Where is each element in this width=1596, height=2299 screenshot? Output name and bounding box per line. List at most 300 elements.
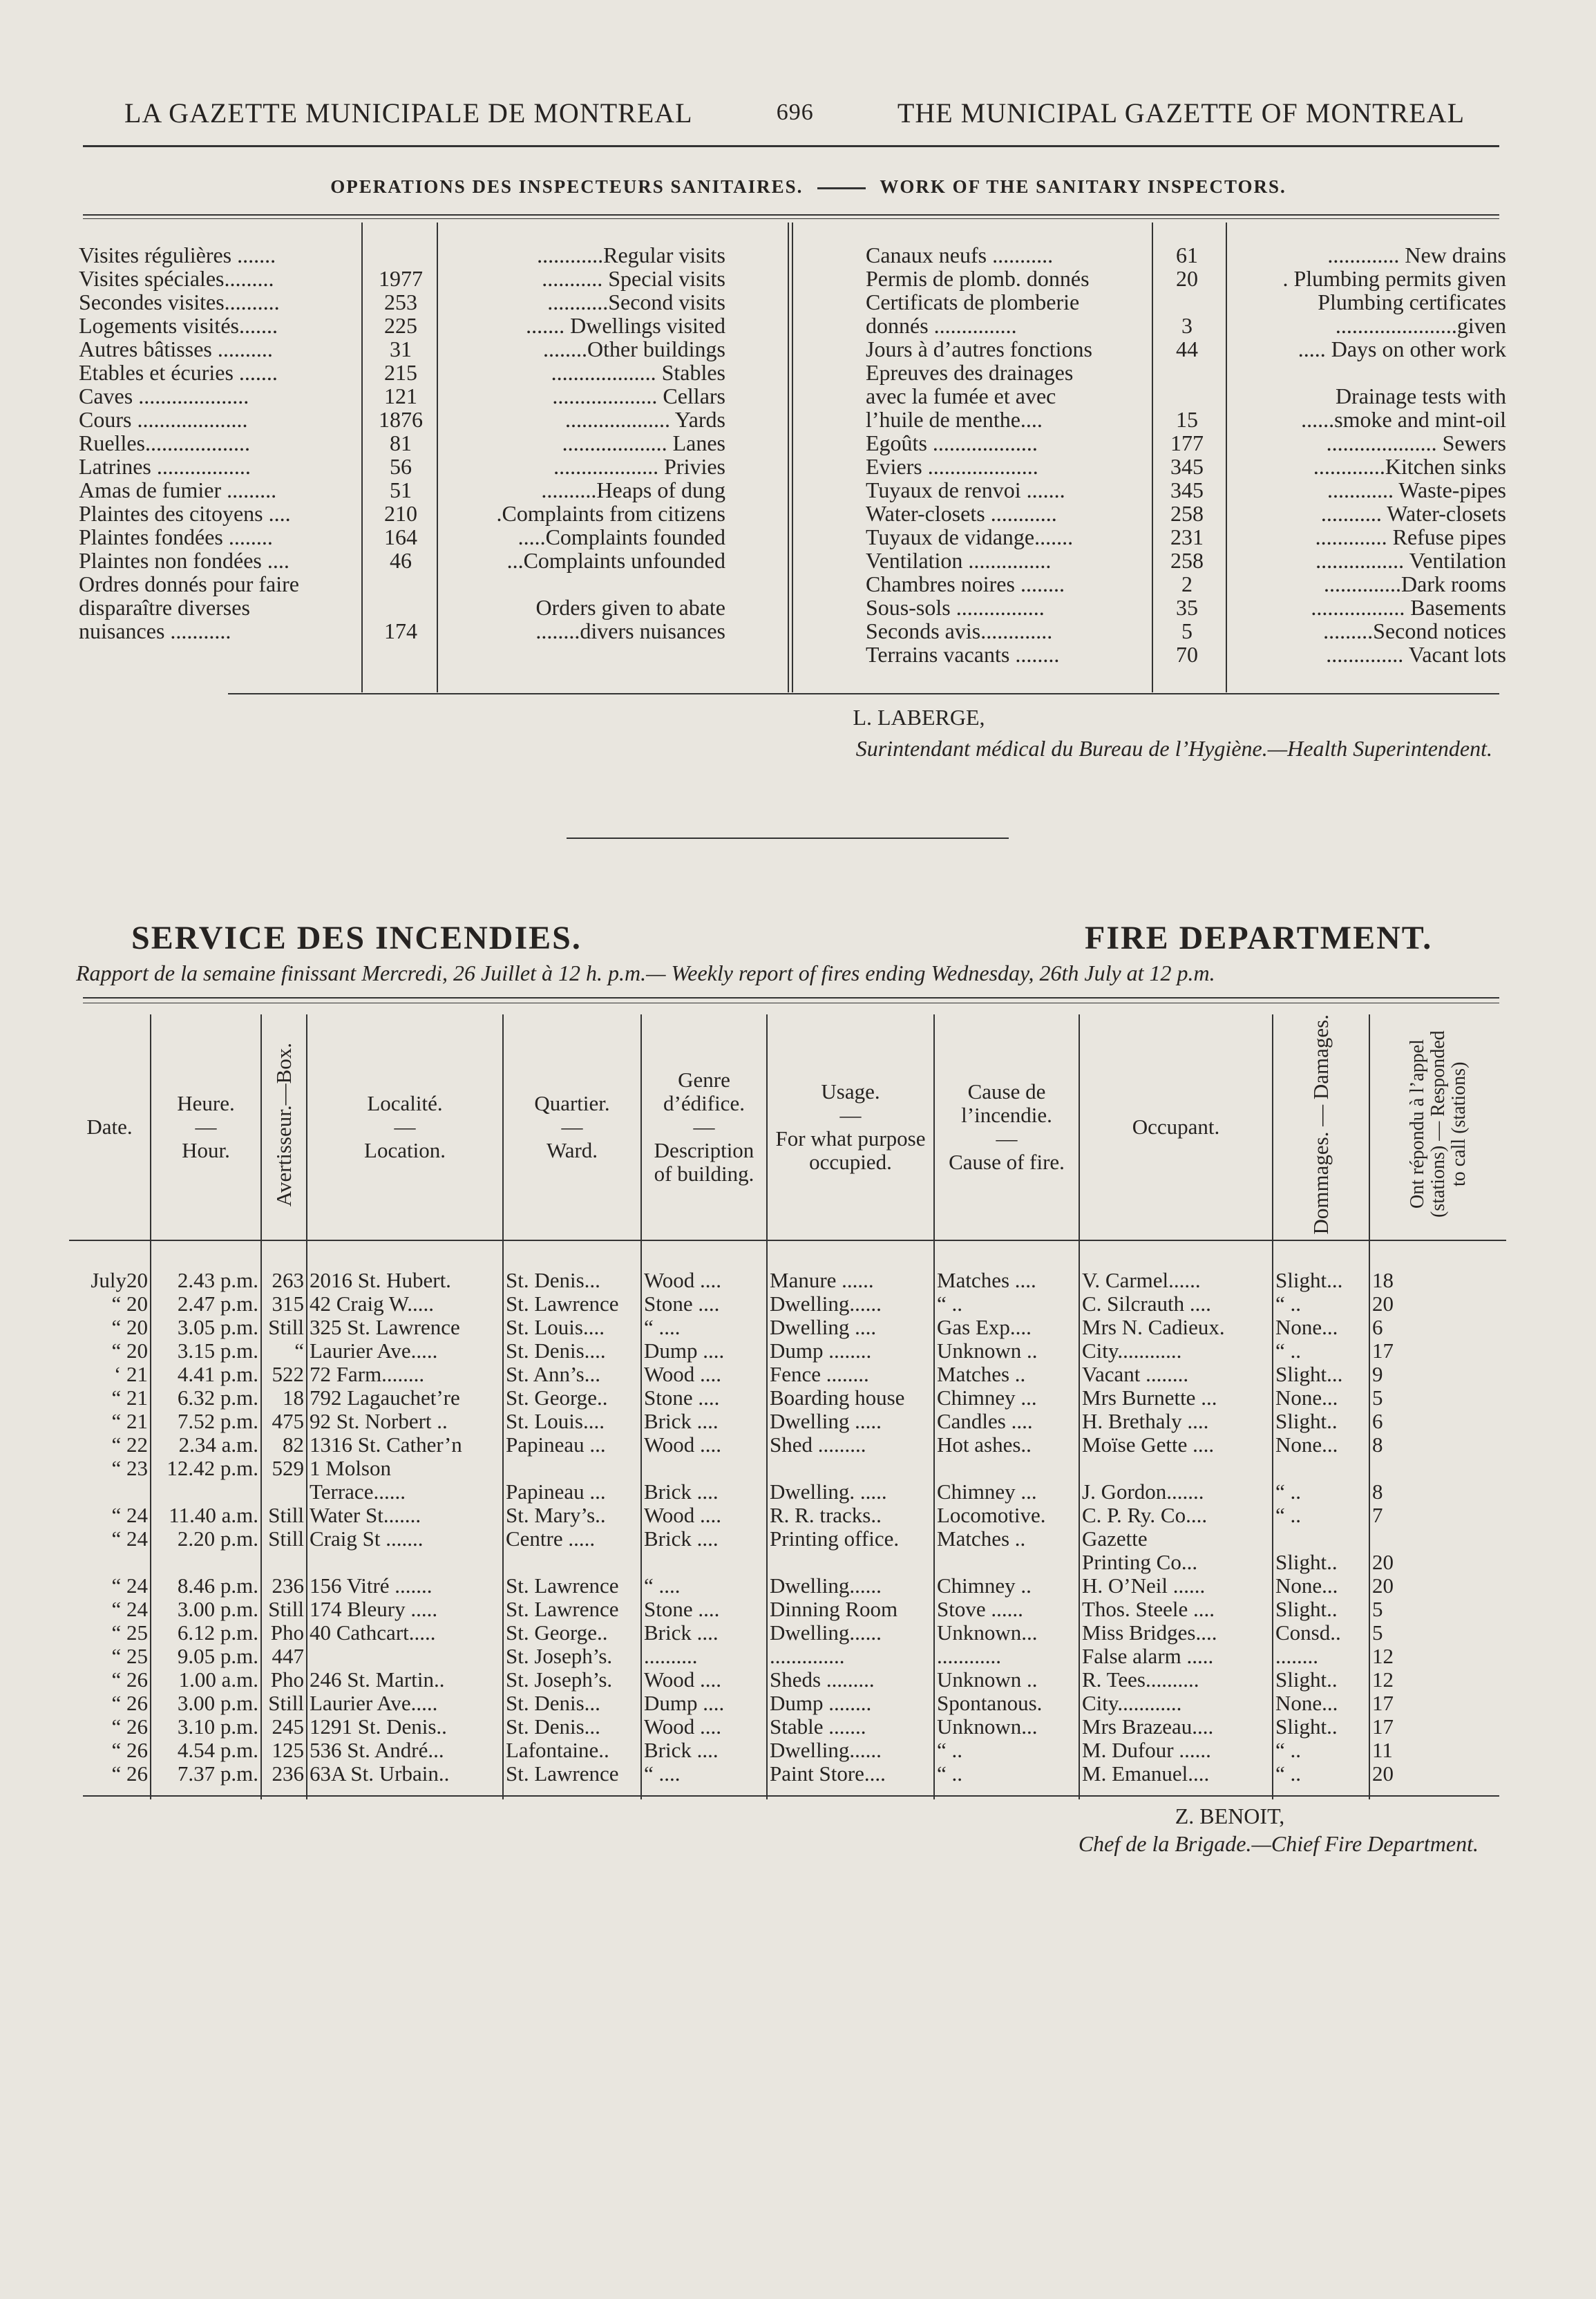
- col-cause-dash: —: [996, 1126, 1018, 1151]
- table-row: [69, 1363, 1506, 1386]
- cell-location: 1 Molson: [307, 1457, 503, 1480]
- cell-cause: ............: [934, 1645, 1079, 1668]
- table-row: [69, 1762, 1506, 1799]
- cell-building: Brick ....: [641, 1739, 767, 1762]
- cell-cause: Matches ....: [934, 1240, 1079, 1292]
- cell-date: [69, 1551, 151, 1574]
- cell-box: 529: [261, 1457, 307, 1480]
- col-occupant-label: Occupant.: [1132, 1114, 1220, 1139]
- cell-building: Stone ....: [641, 1386, 767, 1410]
- sanitary-left-num-4: 31: [390, 337, 412, 361]
- cell-damage: “ ..: [1273, 1762, 1369, 1799]
- cell-occupant: Mrs Burnette ...: [1079, 1386, 1273, 1410]
- sanitary-left-labels-fr: [79, 243, 362, 643]
- cell-ward: Lafontaine..: [503, 1739, 641, 1762]
- cell-hour: [151, 1551, 261, 1574]
- sanitary-right-num-12: 231: [1170, 524, 1204, 549]
- sanitary-left-num-9: 56: [390, 454, 412, 479]
- cell-box: Still: [261, 1598, 307, 1621]
- fire-report-table: [69, 1014, 1506, 1799]
- sanitary-right-num-11: 258: [1170, 501, 1204, 526]
- sanitary-right-fr-5: Epreuves des drainages: [866, 360, 1074, 385]
- cell-responded: 5: [1369, 1386, 1506, 1410]
- cell-ward: St. Lawrence: [503, 1292, 641, 1316]
- cell-ward: Papineau ...: [503, 1480, 641, 1504]
- sanitary-left-en-11: .Complaints from citizens: [496, 501, 725, 526]
- sanitary-right-fr-10: Tuyaux de renvoi .......: [866, 477, 1065, 502]
- sanitary-col-divider-4: [1226, 223, 1227, 692]
- col-hour-en: Hour.: [182, 1137, 230, 1162]
- cell-building: Wood ....: [641, 1668, 767, 1692]
- cell-usage: Sheds .........: [767, 1668, 934, 1692]
- cell-usage: Fence ........: [767, 1363, 934, 1386]
- cell-ward: St. George..: [503, 1621, 641, 1645]
- cell-box: 82: [261, 1433, 307, 1457]
- cell-building: ..........: [641, 1645, 767, 1668]
- col-date-label: Date.: [86, 1114, 133, 1139]
- col-occupant: [1079, 1014, 1273, 1240]
- col-building: [641, 1014, 767, 1240]
- sanitary-right-num-16: 5: [1181, 618, 1193, 643]
- cell-damage: Slight..: [1273, 1598, 1369, 1621]
- cell-damage: ........: [1273, 1645, 1369, 1668]
- sanitary-left-fr-2: Secondes visites..........: [79, 290, 280, 314]
- cell-building: Wood ....: [641, 1363, 767, 1386]
- sanitary-left-fr-15: disparaître diverses: [79, 595, 250, 620]
- col-cause: [934, 1014, 1079, 1240]
- cell-box: 245: [261, 1715, 307, 1739]
- fire-title-fr: SERVICE DES INCENDIES.: [131, 920, 582, 956]
- cell-occupant: Mrs Brazeau....: [1079, 1715, 1273, 1739]
- cell-hour: 3.00 p.m.: [151, 1692, 261, 1715]
- table-row: [69, 1551, 1506, 1574]
- cell-building: Wood ....: [641, 1504, 767, 1527]
- col-responded-en: Responded to call (stations): [1427, 1030, 1470, 1187]
- cell-location: 792 Lagauchet’re: [307, 1386, 503, 1410]
- cell-box: “: [261, 1339, 307, 1363]
- table-row: [69, 1292, 1506, 1316]
- cell-cause: Chimney ...: [934, 1386, 1079, 1410]
- cell-date: “ 26: [111, 1667, 148, 1692]
- cell-hour: 2.43 p.m.: [151, 1240, 261, 1292]
- cell-hour: 7.37 p.m.: [151, 1762, 261, 1799]
- col-hour-dash: —: [195, 1114, 217, 1139]
- sanitary-bottom-rule: [228, 693, 1499, 694]
- cell-cause: Unknown ..: [934, 1339, 1079, 1363]
- col-hour-fr: Heure.: [177, 1090, 235, 1115]
- cell-building: “ ....: [641, 1574, 767, 1598]
- sanitary-left-fr-8: Ruelles...................: [79, 431, 250, 455]
- cell-occupant: Printing Co...: [1079, 1551, 1273, 1574]
- cell-box: 315: [261, 1292, 307, 1316]
- cell-box: [261, 1551, 307, 1574]
- cell-ward: St. George..: [503, 1386, 641, 1410]
- col-location-dash: —: [394, 1114, 416, 1139]
- cell-hour: 4.41 p.m.: [151, 1363, 261, 1386]
- sanitary-right-num-8: 177: [1170, 431, 1204, 455]
- cell-location: 42 Craig W.....: [307, 1292, 503, 1316]
- sanitary-right-en-2: Plumbing certificates: [1318, 290, 1506, 314]
- sanitary-right-en-14: ..............Dark rooms: [1324, 571, 1506, 596]
- sanitary-left-en-4: ........Other buildings: [543, 337, 725, 361]
- cell-ward: St. Ann’s...: [503, 1363, 641, 1386]
- sanitary-right-en-16: .........Second notices: [1323, 618, 1506, 643]
- cell-date: “ 24: [111, 1597, 148, 1621]
- cell-occupant: [1079, 1457, 1273, 1480]
- cell-cause: Stove ......: [934, 1598, 1079, 1621]
- sanitary-left-num-2: 253: [384, 290, 417, 314]
- table-row: [69, 1240, 1506, 1292]
- cell-occupant: Gazette: [1079, 1527, 1273, 1551]
- cell-damage: Slight...: [1273, 1240, 1369, 1292]
- sanitary-right-fr-12: Tuyaux de vidange.......: [866, 524, 1074, 549]
- cell-responded: 6: [1369, 1316, 1506, 1339]
- cell-cause: Gas Exp....: [934, 1316, 1079, 1339]
- cell-responded: 5: [1369, 1598, 1506, 1621]
- cell-date: “ 21: [111, 1385, 148, 1410]
- sanitary-center-divider-b: [792, 223, 793, 692]
- cell-hour: 2.20 p.m.: [151, 1527, 261, 1551]
- cell-box: [261, 1480, 307, 1504]
- cell-box: 18: [261, 1386, 307, 1410]
- sanitary-right-en-5: [1230, 361, 1506, 384]
- title-dash: [817, 187, 866, 189]
- cell-cause: [934, 1457, 1079, 1480]
- cell-ward: St. Joseph’s.: [503, 1645, 641, 1668]
- cell-occupant: H. Brethaly ....: [1079, 1410, 1273, 1433]
- cell-damage: “ ..: [1273, 1480, 1369, 1504]
- table-row: [69, 1433, 1506, 1457]
- cell-building: Brick ....: [641, 1621, 767, 1645]
- col-responded-dash: —: [1427, 1122, 1449, 1142]
- cell-box: 447: [261, 1645, 307, 1668]
- cell-occupant: J. Gordon.......: [1079, 1480, 1273, 1504]
- col-building-fr: Genre d’édifice.: [663, 1067, 745, 1115]
- cell-responded: [1369, 1457, 1506, 1480]
- col-damage-fr: Dommages.: [1309, 1131, 1333, 1235]
- cell-location: 536 St. André...: [307, 1739, 503, 1762]
- sanitary-right-en-0: ............. New drains: [1327, 243, 1506, 267]
- cell-responded: 12: [1369, 1645, 1506, 1668]
- sanitary-right-num-13: 258: [1170, 548, 1204, 573]
- table-row: [69, 1598, 1506, 1621]
- cell-usage: Dwelling......: [767, 1292, 934, 1316]
- sanitary-right-en-12: ............. Refuse pipes: [1315, 524, 1506, 549]
- sanitary-left-fr-6: Caves ....................: [79, 384, 249, 408]
- cell-date: “ 20: [111, 1292, 148, 1316]
- cell-occupant: C. Silcrauth ....: [1079, 1292, 1273, 1316]
- cell-ward: Centre .....: [503, 1527, 641, 1551]
- col-damage-en: Damages.: [1309, 1014, 1333, 1100]
- cell-building: [641, 1551, 767, 1574]
- cell-location: 63A St. Urbain..: [307, 1762, 503, 1799]
- cell-usage: R. R. tracks..: [767, 1504, 934, 1527]
- cell-location: Laurier Ave.....: [307, 1339, 503, 1363]
- sanitary-left-num-1: 1977: [379, 266, 423, 291]
- section-separator: [567, 838, 1009, 839]
- sanitary-left-num-6: 121: [384, 384, 417, 408]
- cell-location: 325 St. Lawrence: [307, 1316, 503, 1339]
- table-row: [69, 1480, 1506, 1504]
- sanitary-title-en: WORK OF THE SANITARY INSPECTORS.: [880, 176, 1286, 197]
- cell-damage: None...: [1273, 1386, 1369, 1410]
- cell-building: Wood ....: [641, 1240, 767, 1292]
- cell-hour: 8.46 p.m.: [151, 1574, 261, 1598]
- sanitary-right-en-15: ................. Basements: [1311, 595, 1506, 620]
- sanitary-right-fr-7: l’huile de menthe....: [866, 407, 1043, 432]
- cell-location: Water St.......: [307, 1504, 503, 1527]
- sanitary-left-num-14: [366, 572, 435, 596]
- sanitary-top-rule-2: [83, 218, 1499, 219]
- fire-signature-title: Chef de la Brigade.—Chief Fire Department.: [1078, 1831, 1479, 1856]
- col-cause-fr: Cause de l’incendie.: [961, 1079, 1052, 1127]
- cell-ward: St. Denis....: [503, 1339, 641, 1363]
- cell-occupant: Thos. Steele ....: [1079, 1598, 1273, 1621]
- table-row: [69, 1339, 1506, 1363]
- sanitary-right-num-0: 61: [1176, 243, 1198, 267]
- sanitary-right-fr-3: donnés ...............: [866, 313, 1017, 338]
- cell-responded: 18: [1369, 1240, 1506, 1292]
- cell-hour: [151, 1480, 261, 1504]
- cell-building: Brick ....: [641, 1480, 767, 1504]
- sanitary-right-fr-4: Jours à d’autres fonctions: [866, 337, 1092, 361]
- cell-damage: Slight..: [1273, 1410, 1369, 1433]
- cell-usage: ..............: [767, 1645, 934, 1668]
- sanitary-left-en-8: ................... Lanes: [562, 431, 725, 455]
- cell-occupant: Vacant ........: [1079, 1363, 1273, 1386]
- cell-damage: “ ..: [1273, 1504, 1369, 1527]
- cell-location: 156 Vitré .......: [307, 1574, 503, 1598]
- sanitary-left-en-14: [442, 572, 725, 596]
- sanitary-left-num-11: 210: [384, 501, 417, 526]
- cell-responded: 5: [1369, 1621, 1506, 1645]
- cell-date: “ 20: [111, 1315, 148, 1339]
- cell-box: Pho: [261, 1621, 307, 1645]
- cell-damage: Slight...: [1273, 1363, 1369, 1386]
- sanitary-left-fr-0: Visites régulières .......: [79, 243, 276, 267]
- sanitary-left-en-16: ........divers nuisances: [535, 618, 725, 643]
- cell-responded: [1369, 1527, 1506, 1551]
- cell-responded: 11: [1369, 1739, 1506, 1762]
- sanitary-left-fr-10: Amas de fumier .........: [79, 477, 277, 502]
- cell-occupant: M. Emanuel....: [1079, 1762, 1273, 1799]
- sanitary-left-num-10: 51: [390, 477, 412, 502]
- cell-damage: None...: [1273, 1433, 1369, 1457]
- sanitary-right-labels-fr: [866, 243, 1149, 666]
- cell-responded: 20: [1369, 1551, 1506, 1574]
- cell-ward: St. Denis...: [503, 1692, 641, 1715]
- sanitary-left-fr-14: Ordres donnés pour faire: [79, 571, 299, 596]
- sanitary-right-fr-0: Canaux neufs ...........: [866, 243, 1054, 267]
- cell-ward: Papineau ...: [503, 1433, 641, 1457]
- cell-hour: 2.47 p.m.: [151, 1292, 261, 1316]
- sanitary-right-en-4: ..... Days on other work: [1298, 337, 1506, 361]
- cell-location: 2016 St. Hubert.: [307, 1240, 503, 1292]
- cell-responded: 9: [1369, 1363, 1506, 1386]
- page-header: [124, 97, 1465, 129]
- cell-date: “ 26: [111, 1691, 148, 1715]
- cell-date: “ 26: [111, 1714, 148, 1739]
- cell-building: Dump ....: [641, 1339, 767, 1363]
- sanitary-left-fr-16: nuisances ...........: [79, 618, 231, 643]
- sanitary-left-labels-en: [442, 243, 725, 643]
- cell-box: Pho: [261, 1668, 307, 1692]
- cell-box: 236: [261, 1574, 307, 1598]
- cell-ward: [503, 1551, 641, 1574]
- cell-location: Laurier Ave.....: [307, 1692, 503, 1715]
- cell-cause: Chimney ...: [934, 1480, 1079, 1504]
- cell-location: [307, 1645, 503, 1668]
- cell-building: “ ....: [641, 1762, 767, 1799]
- cell-date: “ 26: [111, 1761, 148, 1786]
- cell-box: 125: [261, 1739, 307, 1762]
- cell-date: “ 25: [111, 1620, 148, 1645]
- table-row: [69, 1457, 1506, 1480]
- sanitary-right-num-10: 345: [1170, 477, 1204, 502]
- cell-ward: St. Lawrence: [503, 1574, 641, 1598]
- col-location-fr: Localité.: [367, 1090, 443, 1115]
- sanitary-right-en-8: .................... Sewers: [1326, 431, 1506, 455]
- cell-occupant: C. P. Ry. Co....: [1079, 1504, 1273, 1527]
- sanitary-right-fr-15: Sous-sols ................: [866, 595, 1045, 620]
- sanitary-right-num-5: [1152, 361, 1222, 384]
- col-responded-fr: Ont répondu à l’appel (stations): [1406, 1039, 1449, 1218]
- cell-cause: Unknown...: [934, 1715, 1079, 1739]
- sanitary-right-num-15: 35: [1176, 595, 1198, 620]
- cell-building: Dump ....: [641, 1692, 767, 1715]
- sanitary-right-fr-16: Seconds avis.............: [866, 618, 1053, 643]
- cell-responded: 7: [1369, 1504, 1506, 1527]
- sanitary-right-fr-13: Ventilation ...............: [866, 548, 1052, 573]
- cell-ward: [503, 1457, 641, 1480]
- cell-damage: “ ..: [1273, 1739, 1369, 1762]
- sanitary-left-fr-3: Logements visités.......: [79, 313, 278, 338]
- cell-box: Still: [261, 1692, 307, 1715]
- cell-responded: 20: [1369, 1762, 1506, 1799]
- cell-box: Still: [261, 1504, 307, 1527]
- cell-date: “ 23: [111, 1456, 148, 1480]
- table-row: [69, 1668, 1506, 1692]
- table-row: [69, 1621, 1506, 1645]
- cell-hour: 4.54 p.m.: [151, 1739, 261, 1762]
- cell-cause: [934, 1551, 1079, 1574]
- sanitary-signature-name: L. LABERGE,: [853, 705, 985, 730]
- page-number: 696: [776, 100, 814, 125]
- cell-ward: St. Lawrence: [503, 1762, 641, 1799]
- sanitary-right-en-1: . Plumbing permits given: [1282, 266, 1506, 291]
- col-responded-label: [1407, 1024, 1470, 1224]
- sanitary-right-fr-9: Eviers ....................: [866, 454, 1038, 479]
- cell-date: “ 22: [111, 1432, 148, 1457]
- cell-location: 72 Farm........: [307, 1363, 503, 1386]
- sanitary-left-en-12: .....Complaints founded: [517, 524, 725, 549]
- cell-location: 174 Bleury .....: [307, 1598, 503, 1621]
- cell-cause: “ ..: [934, 1762, 1079, 1799]
- cell-hour: 6.32 p.m.: [151, 1386, 261, 1410]
- cell-location: 246 St. Martin..: [307, 1668, 503, 1692]
- cell-responded: 6: [1369, 1410, 1506, 1433]
- col-box-label: Avertisseur.—Box.: [272, 1042, 296, 1207]
- cell-damage: Slight..: [1273, 1551, 1369, 1574]
- cell-damage: None...: [1273, 1316, 1369, 1339]
- sanitary-right-labels-en: [1230, 243, 1506, 666]
- fire-signature-name: Z. BENOIT,: [1175, 1804, 1285, 1828]
- col-ward-dash: —: [561, 1114, 583, 1139]
- col-damage: [1273, 1014, 1369, 1240]
- cell-cause: Unknown ..: [934, 1668, 1079, 1692]
- table-row: [69, 1574, 1506, 1598]
- table-row: [69, 1386, 1506, 1410]
- sanitary-right-num-3: 3: [1181, 313, 1193, 338]
- col-building-dash: —: [693, 1114, 715, 1139]
- cell-occupant: City............: [1079, 1339, 1273, 1363]
- col-ward: [503, 1014, 641, 1240]
- cell-occupant: False alarm .....: [1079, 1645, 1273, 1668]
- cell-box: 522: [261, 1363, 307, 1386]
- cell-building: [641, 1457, 767, 1480]
- col-building-en: Description of building.: [654, 1137, 754, 1186]
- cell-occupant: City............: [1079, 1692, 1273, 1715]
- cell-building: Wood ....: [641, 1715, 767, 1739]
- cell-usage: Dump ........: [767, 1339, 934, 1363]
- cell-hour: 11.40 a.m.: [151, 1504, 261, 1527]
- col-location-en: Location.: [364, 1137, 446, 1162]
- cell-responded: 17: [1369, 1339, 1506, 1363]
- cell-building: Wood ....: [641, 1433, 767, 1457]
- sanitary-right-en-7: ......smoke and mint-oil: [1301, 407, 1506, 432]
- sanitary-right-num-1: 20: [1176, 266, 1198, 291]
- header-right-title: THE MUNICIPAL GAZETTE OF MONTREAL: [897, 97, 1465, 129]
- cell-occupant: R. Tees..........: [1079, 1668, 1273, 1692]
- sanitary-left-num-13: 46: [390, 548, 412, 573]
- sanitary-right-num-2: [1152, 290, 1222, 314]
- cell-date: “ 24: [111, 1503, 148, 1527]
- cell-box: 475: [261, 1410, 307, 1433]
- cell-date: “ 25: [111, 1644, 148, 1668]
- header-left-title: LA GAZETTE MUNICIPALE DE MONTREAL: [124, 97, 693, 129]
- fire-table-header: [69, 1014, 1506, 1240]
- cell-responded: 20: [1369, 1292, 1506, 1316]
- cell-occupant: M. Dufour ......: [1079, 1739, 1273, 1762]
- sanitary-right-en-17: .............. Vacant lots: [1326, 642, 1506, 667]
- sanitary-right-fr-6: avec la fumée et avec: [866, 384, 1056, 408]
- cell-ward: St. Mary’s..: [503, 1504, 641, 1527]
- sanitary-col-divider-2: [437, 223, 438, 692]
- cell-damage: “ ..: [1273, 1292, 1369, 1316]
- cell-hour: 7.52 p.m.: [151, 1410, 261, 1433]
- sanitary-right-num-4: 44: [1176, 337, 1198, 361]
- sanitary-section-title: [214, 176, 1403, 198]
- sanitary-left-en-15: Orders given to abate: [535, 595, 725, 620]
- sanitary-left-fr-4: Autres bâtisses ..........: [79, 337, 273, 361]
- sanitary-right-fr-17: Terrains vacants ........: [866, 642, 1060, 667]
- col-usage-dash: —: [839, 1102, 862, 1127]
- cell-cause: Matches ..: [934, 1363, 1079, 1386]
- cell-usage: Dinning Room: [767, 1598, 934, 1621]
- cell-usage: [767, 1551, 934, 1574]
- fire-top-rule: [83, 997, 1499, 999]
- cell-usage: Shed .........: [767, 1433, 934, 1457]
- sanitary-left-en-6: ................... Cellars: [552, 384, 725, 408]
- cell-date: “ 26: [111, 1738, 148, 1762]
- sanitary-left-fr-5: Etables et écuries .......: [79, 360, 278, 385]
- fire-bottom-rule: [83, 1795, 1499, 1797]
- cell-usage: Dwelling......: [767, 1621, 934, 1645]
- cell-building: Stone ....: [641, 1292, 767, 1316]
- cell-usage: Boarding house: [767, 1386, 934, 1410]
- sanitary-right-fr-14: Chambres noires ........: [866, 571, 1065, 596]
- cell-damage: [1273, 1527, 1369, 1551]
